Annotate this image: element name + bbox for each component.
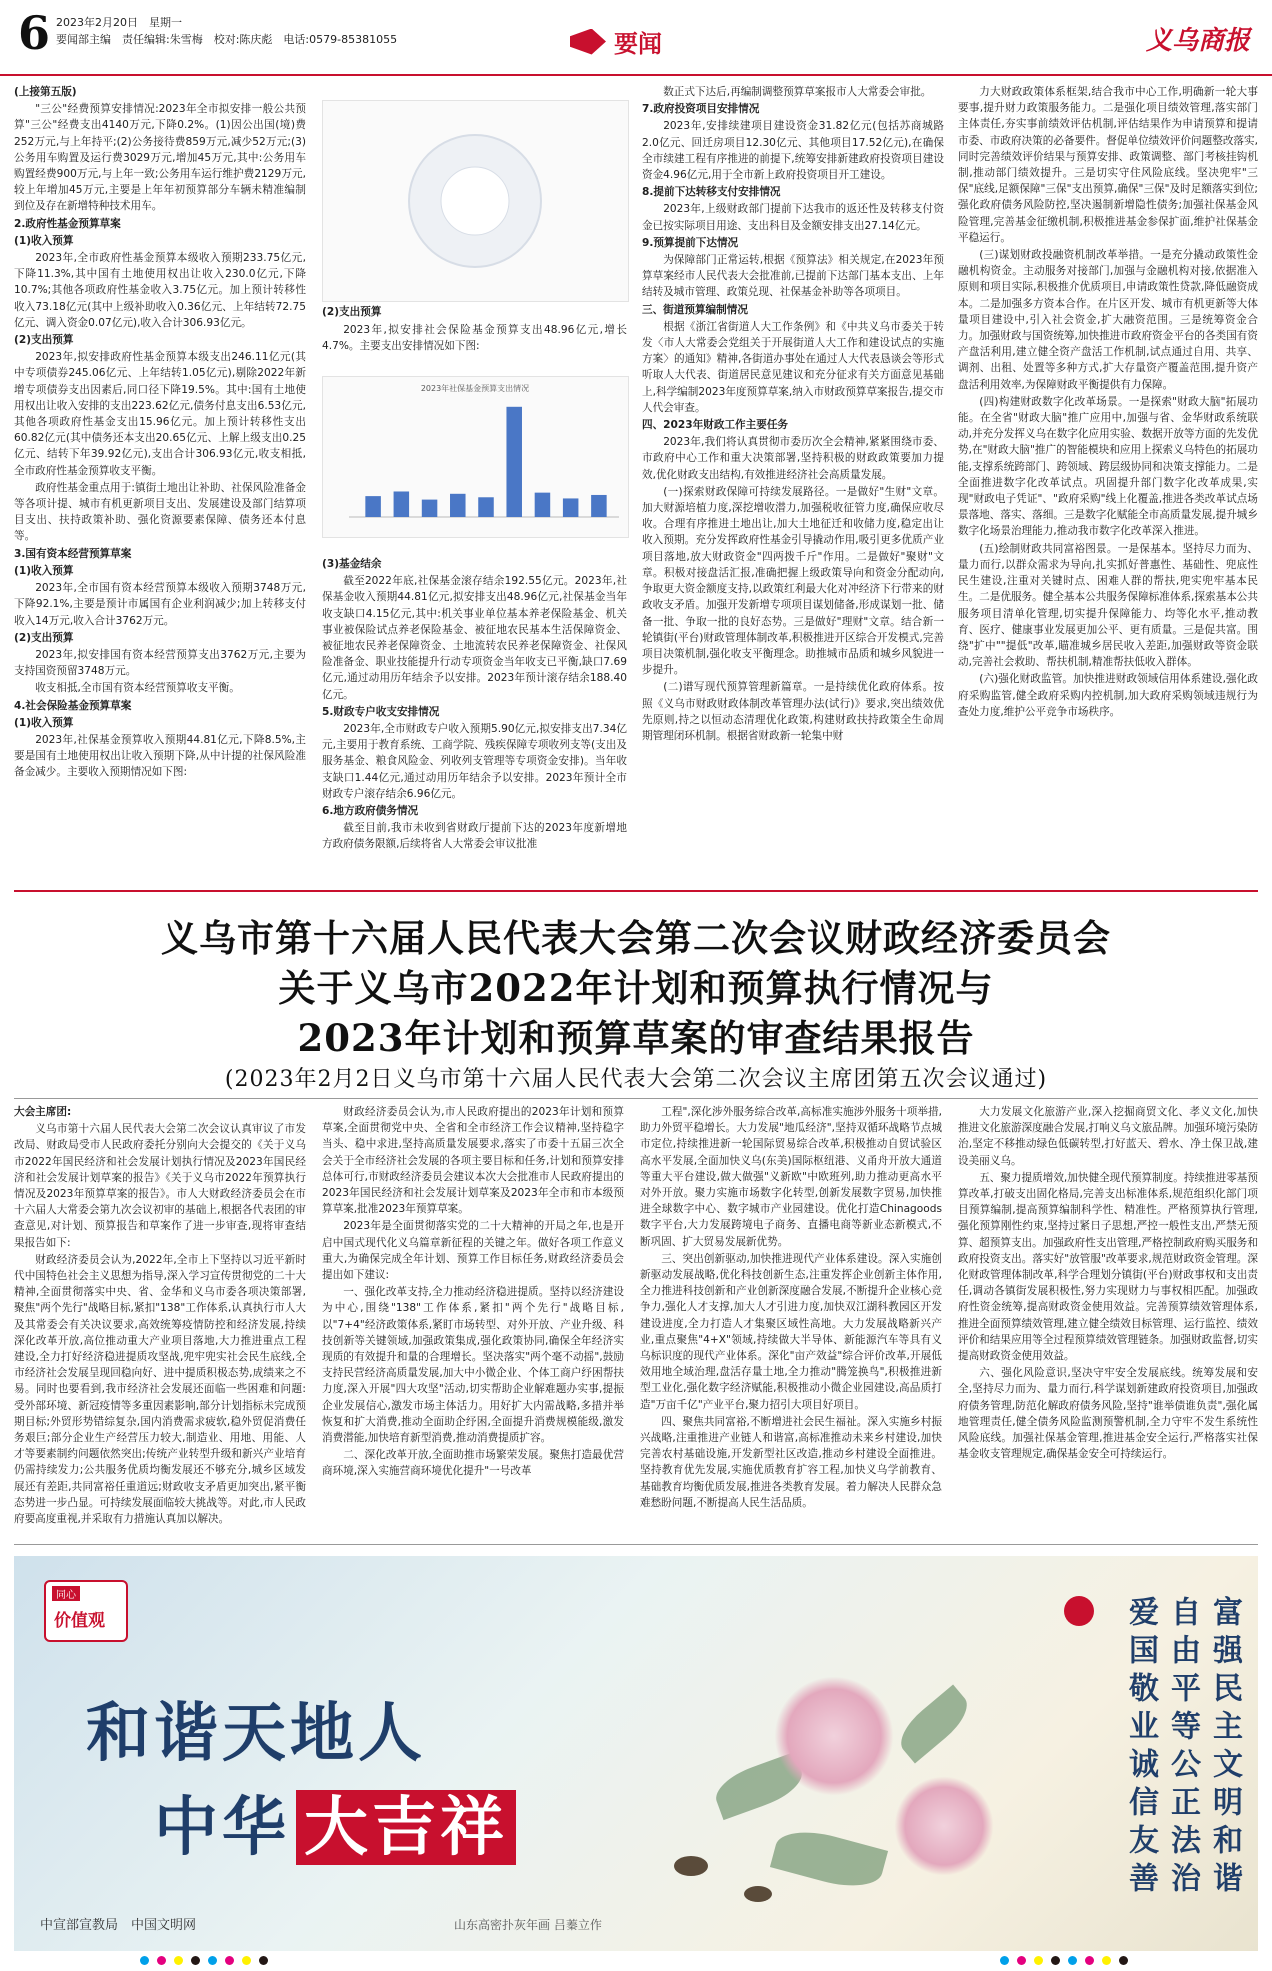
- section-arrow-icon: [570, 29, 606, 55]
- title-rule: [14, 1098, 1258, 1099]
- section-label: [570, 24, 662, 59]
- paragraph: (一)探索财政保障可持续发展路径。一是做好"生财"文章。加大财源培植力度,深挖增收潜力,加强税收征管力度,确保应收尽收。合理有序推进土地出让,加大土地征迁和收储力度,稳定出让收入预期。充分发挥政府性基金引导撬动作用,吸引更多优质产业项目落地,放大财政资金"四两拨千斤"作用。二是做好"聚财"文章。积极对接盘活汇报,准确把握上级政策导向和资金分配动向,争取更大资金额度支持,以政策红利最大化对冲经济下行带来的财政收支矛盾。加强开发新增专项项目谋划储备,形成谋划一批、储备一批、争取一批的良好态势。三是做好"理财"文章。结合新一轮镇街(平台)财政管理体制改革,积极推进开区综合开发模式,完善项目决策机制,强化收支平衡理念。助推城市品质和城乡风貌进一步提升。: [642, 485, 944, 677]
- paragraph: 财政经济委员会认为,2022年,全市上下坚持以习近平新时代中国特色社会主义思想为指导,深入学习宣传贯彻党的二十大精神,全面贯彻落实中央、省、金华和义乌市委各项决策部署,聚焦"两个先行"战略目标,紧扣"138"工作体系,认真执行市人大及其常委会有关决议要求,高效统筹疫情防控和经济发展,持续深化改革开放,高位推动重大产业项目落地,大力推进重点工程建设,全力打好经济稳进提质攻坚战,兜牢兜实社会民生底线,全市经济社会发展呈现回稳向好、进中提质积极态势,成绩来之不易。同时也要看到,我市经济社会发展还面临一些困难和问题:受外部环境、新冠疫情等多重因素影响,部分计划指标未完成预期目标;外贸形势错综复杂,国内消费需求疲软,稳外贸促消费任务艰巨;部分企业生产经营压力较大,制造业、用地、用能、人才等要素制约问题依然突出;传统产业转型升级和新兴产业培育仍需持续发力;公共服务优质均衡发展还不够充分,城乡区域发展还有差距,共同富裕任重道远;财政收支矛盾更加突出,紧平衡态势进一步凸显。可持续发展面临较大挑战等。对此,市人民政府要高度重视,并采取有力措施认真加以解决。: [14, 1253, 306, 1526]
- paragraph: 四、聚焦共同富裕,不断增进社会民生福祉。深入实施乡村振兴战略,注重推进产业链人和谐富,高标准推动未来乡村建设,加快完善农村基础设施,开发新型社区改造,推动乡村建设全面推进。坚持教育优先发展,实施优质教育扩容工程,加快义乌学前教育、基础教育均衡优质发展,推进各类教育发展。着力解决人民群众急难愁盼问题,不断提高人民生活品质。: [640, 1415, 942, 1509]
- ad-slogan-part-a: 中华: [154, 1790, 290, 1865]
- chart-bar: [563, 498, 579, 517]
- paragraph: 大力发展文化旅游产业,深入挖掘商贸文化、孝义文化,加快推进文化旅游深度融合发展,打响义乌文旅品牌。加强环境污染防治,坚定不移推动绿色低碳转型,打好蓝天、碧水、净土保卫战,建设美丽义乌。: [958, 1106, 1258, 1167]
- leaf-decoration: [892, 1684, 976, 1763]
- paragraph: 五、聚力提质增效,加快健全现代预算制度。持续推进零基预算改革,打破支出固化格局,完善支出标准体系,规范组织化部门项目预算编制,提高预算编制科学性、精准性。严格预算执行管理,强化预算刚性约束,坚持过紧日子思想,严控一般性支出,严禁无预算、超预算支出。加强政府性支出管理,严格控制政府购买服务和政府投资支出。落实好"放管服"改革要求,规范财政资金管理。深化财政管理体制改革,科学合理划分镇街(平台)财政事权和支出责任,调动各镇街发展积极性,努力实现财力与事权相匹配。加强政府性资金统筹,提高财政资金使用效益。完善预算绩效管理体系,推进全面预算绩效管理,建立健全绩效目标管理、运行监控、绩效评价和结果应用等全过程预算绩效管理链条。加强财政监督,切实提高财政资金使用效益。: [958, 1171, 1258, 1363]
- expenditure-section-heading: (2)支出预算: [322, 306, 382, 318]
- paragraph: 四、2023年财政工作主要任务: [642, 419, 789, 432]
- ad-slogan-highlight: 大吉祥: [296, 1790, 516, 1865]
- public-service-ad: [14, 1556, 1258, 1951]
- section-divider: [14, 890, 1258, 892]
- core-values-col-2: 自由平等公正法治: [1165, 1596, 1200, 1900]
- paragraph: 2023年是全面贯彻落实党的二十大精神的开局之年,也是开启中国式现代化义乌篇章新征程的关键之年。做好各项工作意义重大,为确保完成全年计划、预算工作目标任务,财政经济委员会提出如下建议:: [322, 1220, 624, 1282]
- paragraph: 截至2022年底,社保基金滚存结余192.55亿元。2023年,社保基金收入预期44.81亿元,拟安排支出48.96亿元,社保基金当年收支缺口4.15亿元,其中:机关事业单位基本养老保险基金、机关事业被保险试点养老保险基金、被征地农民基本生活保障资金、被征地农民养老保障资金、土地流转农民养老保障资金、社保风险准备金、职业技能提升行动专项资金当年收支已平衡,缺口7.69亿元,通过动用历年结余予以安排。2023年预计滚存结余188.40亿元。: [322, 575, 627, 701]
- page-number: 6: [18, 6, 51, 60]
- section-title: 要闻: [614, 29, 662, 58]
- chart-bar: [365, 496, 381, 517]
- peony-decoration: [894, 1776, 994, 1876]
- paragraph: 5.财政专户收支安排情况: [322, 705, 440, 718]
- paragraph: 2023年,上级财政部门提前下达我市的返还性及转移支付资金已按实际项目用途、支出科目及金额安排支出27.14亿元。: [642, 203, 944, 232]
- paragraph: 财政经济委员会认为,市人民政府提出的2023年计划和预算草案,全面贯彻党中央、全省和全市经济工作会议精神,坚持稳字当头、稳中求进,坚持高质量发展要求,落实了市委十五届三次全会关于全市经济社会发展的各项主要目标和任务,计划和预算安排总体可行,市财政经济委员会建议本次大会批准市人民政府提出的2023年国民经济和社会发展计划草案及2023年全市和市本级预算草案,批准2023年预算草案。: [322, 1106, 624, 1216]
- core-values-col-3: 爱国敬业诚信友善: [1123, 1596, 1158, 1900]
- ad-slogan-line-1: 和谐天地人: [86, 1696, 426, 1771]
- paragraph: 截至目前,我市未收到省财政厅提前下达的2023年度新增地方政府债务限额,后续将省人大常委会审议批准: [322, 822, 627, 851]
- chart-bar: [506, 407, 522, 517]
- paragraph: 三、街道预算编制情况: [642, 303, 748, 316]
- leaf-decoration: [770, 1823, 888, 1896]
- social-insurance-expenditure-chart: [322, 376, 629, 538]
- paragraph: 4.社会保险基金预算草案: [14, 699, 132, 712]
- ad-slogan-line-2: [154, 1776, 516, 1868]
- report-column-1: [14, 1104, 306, 1538]
- article-column-2a: [322, 322, 627, 372]
- paragraph: 政府性基金重点用于:镇街土地出让补助、社保风险准备金等各项计提、城市有机更新项目支出、发展建设及部门结算项目支出、扶持政策补助、强化资源要素保障、债务还本付息等。: [14, 481, 306, 543]
- article-column-1: [14, 84, 306, 884]
- color-registration-dots-right: [1000, 1956, 1136, 1965]
- peony-decoration: [774, 1676, 894, 1796]
- chart-bar: [591, 495, 607, 517]
- paragraph: 收支相抵,全市国有资本经营预算收支平衡。: [35, 682, 240, 695]
- chart-bar: [535, 493, 551, 517]
- paragraph: (二)谱写现代预算管理新篇章。一是持续优化政府体系。按照《义乌市财政财政体制改革管理办法(试行)》要求,突出绩效优先原则,持之以恒动态清理优化政策,构建财政扶持政策全生命周期管理闭环机制。根据省财政新一轮集中财: [642, 681, 944, 742]
- report-title-line-1: 义乌市第十六届人民代表大会第二次会议财政经济委员会: [161, 916, 1111, 960]
- paragraph: 6.地方政府债务情况: [322, 805, 419, 818]
- paragraph: 2.政府性基金预算草案: [14, 217, 121, 230]
- paragraph: (1)收入预算: [14, 234, 74, 247]
- paragraph: (2)支出预算: [14, 334, 74, 347]
- paragraph: 根据《浙江省街道人大工作条例》和《中共义乌市委关于转发〈市人大常委会党组关于开展街道人大工作和建设试点的实施方案〉的通知》精神,各街道办事处在通过人大代表恳谈会等形式听取人大代表、街道居民意见建议和充分征求有关方面意见基础上,科学编制2023年度预算草案,纳入市财政预算草案报告,提交市人代会审查。: [642, 320, 944, 414]
- badge-top-label: 同心: [52, 1586, 80, 1601]
- paragraph: 工程",深化涉外服务综合改革,高标准实施涉外服务十项举措,助力外贸平稳增长。大力发展"地瓜经济",坚持双循环战略节点城市定位,持续推进新一轮国际贸易综合改革,积极推动自贸试验区高水平发展,全面加快义乌(东美)国际枢纽港、义甬舟开放大通道等重大平台建设,做大做强"义新欧"中欧班列,助力推动更高水平对外开放。聚力实施市场数字化转型,创新发展数字贸易,加快推进全球数字中心、数字城市产业园建设。优化打造Chinagoods数字平台,大力发展跨境电子商务、直播电商等新业态新模式,不断巩固、扩大贸易发展新优势。: [640, 1106, 942, 1248]
- color-registration-dots-left: [140, 1956, 276, 1965]
- paragraph: 2023年,全市国有资本经营预算本级收入预期3748万元,下降92.1%,主要是预计市属国有企业利润减少;加上转移支付收入14万元,收入合计3762万元。: [14, 582, 306, 627]
- paragraph: "三公"经费预算安排情况:2023年全市拟安排一般公共预算"三公"经费支出4140万元,下降0.2%。(1)因公出国(境)费252万元,与上年持平;(2)公务接待费859万元,减少52万元;(3)公务用车购置及运行费3029万元,增加45万元,其中:公务用车购置经费900万元,与上年一致;公务用车运行维护费2129万元,较上年增加45万元,主要是上年年初预算部分车辆未精准编制到位及存在新增特种技术用车。: [14, 103, 306, 213]
- ad-sponsor: 中宣部宣教局 中国文明网: [40, 1918, 197, 1933]
- paragraph: 2023年,拟安排国有资本经营预算支出3762万元,主要为支持国资预留3748万元。: [14, 648, 306, 678]
- paragraph: 3.国有资本经营预算草案: [14, 547, 132, 560]
- paragraph: 义乌市第十六届人民代表大会第二次会议认真审议了市发改局、财政局受市人民政府委托分别向大会提交的《关于义乌市2022年国民经济和社会发展计划执行情况及2023年国民经济和社会发展计划草案的报告》《关于义乌市2022年预算执行情况及2023年预算草案的报告》。市人大财政经济委员会在市十六届人大常委会第九次会议初审的基础上,根据各代表团的审查意见,对计划、预算报告和草案作了进一步审查,现将审查结果报告如下:: [14, 1123, 306, 1249]
- paragraph: 大会主席团:: [14, 1106, 72, 1118]
- ad-badge: [44, 1580, 128, 1642]
- chart-title: 2023年社保基金预算支出情况: [420, 384, 530, 393]
- paragraph: (上接第五版): [14, 86, 77, 98]
- paragraph: 7.政府投资项目安排情况: [642, 103, 760, 116]
- paragraph: (2)支出预算: [14, 631, 74, 644]
- paragraph: 六、强化风险意识,坚决守牢安全发展底线。统筹发展和安全,坚持尽力而为、量力而行,科学谋划新建政府投资项目,加强政府债务管理,防范化解政府债务风险,坚持"谁举债谁负责",强化属地管理责任,健全债务风险监测预警机制,全力守牢不发生系统性风险底线。加强社保基金管理,推进基金安全运行,严格落实社保基金收支管理规定,确保基金安全可持续运行。: [958, 1367, 1258, 1461]
- social-insurance-income-chart: [322, 100, 629, 302]
- ad-artist-credit: 山东高密扑灰年画 吕蓁立作: [454, 1918, 602, 1932]
- paragraph: 2023年,安排续建项目建设资金31.82亿元(包括苏商城路2.0亿元、回迁房项目12.30亿元、其他项目17.52亿元),在确保全市续建工程有序推进的前提下,统筹安排新建政府投资项目建设资金4.96亿元,用于全市新上政府投资项目开工建设。: [642, 120, 944, 182]
- paragraph: 2023年,我们将认真贯彻市委历次全会精神,紧紧围绕市委、市政府中心工作和重大决策部署,坚持积极的财政政策要加力提效,优化财政支出结构,有效推进经济社会高质量发展。: [642, 436, 944, 481]
- chart-bar: [422, 500, 438, 517]
- paragraph: 2023年,社保基金预算收入预期44.81亿元,下降8.5%,主要是国有土地使用权出让收入预期下降,从中计提的社保风险准备金减少。主要收入预期情况如下图:: [14, 733, 306, 779]
- bird-decoration: [744, 1886, 772, 1902]
- paragraph: 三、突出创新驱动,加快推进现代产业体系建设。深入实施创新驱动发展战略,优化科技创新生态,注重发挥企业创新主体作用,全力推进科技创新和产业创新深度融合发展,不断提升企业核心竞争力,强化人才支撑,加大人才引进力度,加快双江湖科教园区开发建设进度,全力打造人才集聚区域性高地。大力发展战略新兴产业,重点聚焦"4+X"领域,持续做大半导体、新能源汽车等具有义乌标识度的现代产业体系。深化"亩产效益"综合评价改革,开展低效用地全域治理,盘活存量土地,全力推动"腾笼换鸟",积极推进新型工业化,强化数字经济赋能,积极推动小微企业园建设,高品质打造"万亩千亿"产业平台,聚力招引大项目好项目。: [640, 1252, 942, 1411]
- red-seal-icon: [1064, 1596, 1094, 1626]
- paragraph: 一、强化改革支持,全力推动经济稳进提质。坚持以经济建设为中心,围绕"138"工作体系,紧扣"两个先行"战略目标,以"7+4"经济政策体系,紧盯市场转型、对外开放、产业升级、科技创新等关键领域,加强政策集成,强化政策协同,确保全年经济实现质的有效提升和量的合理增长。坚决落实"两个毫不动摇",鼓励支持民营经济高质量发展,加大中小微企业、个体工商户纾困帮扶力度,深入开展"四大攻坚"活动,切实帮助企业解难题办实事,提振企业发展信心,激发市场主体活力。用好扩大内需战略,多措并举恢复和扩大消费,推动全面助企纾困,全面提升消费规模能级,激发消费潜能,加快培育新型消费,推动消费提质扩容。: [322, 1286, 624, 1445]
- ad-rule: [14, 1544, 1258, 1545]
- paragraph: 2023年,拟安排社会保险基金预算支出48.96亿元,增长4.7%。主要支出安排情况如下图:: [322, 324, 627, 353]
- issue-date: 2023年2月20日 星期一: [56, 16, 182, 29]
- article-column-3: [642, 84, 944, 884]
- paragraph: (1)收入预算: [14, 716, 74, 729]
- article-column-4: [958, 84, 1258, 884]
- report-title-line-3: 2023年计划和预算草案的审查结果报告: [297, 1016, 975, 1060]
- paragraph: 二、深化改革开放,全面助推市场繁荣发展。聚焦打造最优营商环境,深入实施营商环境优化提升"一号改革: [322, 1449, 624, 1478]
- paragraph: 为保障部门正常运转,根据《预算法》相关规定,在2023年预算草案经市人民代表大会批准前,已提前下达部门基本支出、上年结转及城市管理、政策兑现、社保基金补助等各项项目。: [642, 254, 944, 299]
- core-values-col-1: 富强民主文明和谐: [1207, 1596, 1242, 1900]
- paragraph: 8.提前下达转移支付安排情况: [642, 186, 781, 199]
- bird-decoration: [674, 1856, 708, 1876]
- chart-bar: [450, 494, 466, 517]
- paragraph: (1)收入预算: [14, 564, 74, 577]
- newspaper-masthead: 义乌商报: [1145, 26, 1250, 56]
- paragraph: (3)基金结余: [322, 558, 382, 570]
- report-column-4: [958, 1104, 1258, 1538]
- paragraph: 2023年,全市财政专户收入预期5.90亿元,拟安排支出7.34亿元,主要用于教育系统、工商学院、残疾保障专项收列支等(支出及服务基金、粮食风险金、列收列支管理等专项资金安排)。当年收支缺口1.44亿元,通过动用历年结余予以安排。2023年预计全市财政专户滚存结余6.96亿元。: [322, 723, 627, 800]
- page-header: [0, 0, 1272, 76]
- report-subtitle: (2023年2月2日义乌市第十六届人民代表大会第二次会议主席团第五次会议通过): [224, 1067, 1048, 1092]
- article-column-2b: [322, 556, 627, 884]
- paragraph: (五)绘制财政共同富裕图景。一是保基本。坚持尽力而为、量力而行,以群众需求为导向,扎实抓好普惠性、基础性、兜底性民生建设,注重对关键时点、困难人群的帮扶,兜实兜牢基本民生。二是优服务。健全基本公共服务保障标准体系,探索基本公共服务项目清单化管理,切实提升保障能力、均等化水平,推动教育、医疗、健康事业发展更加公平、更有质量。三是促共富。围绕"扩中""提低"改革,瞄准城乡居民收入差距,加强财政等资金联动,完善社会救助、帮扶机制,精准帮扶低收入群体。: [958, 542, 1258, 669]
- paragraph: 数正式下达后,再编制调整预算草案报市人大常委会审批。: [663, 86, 932, 98]
- paragraph: (三)谋划财政投融资机制改革举措。一是充分撬动政策性金融机构资金。主动服务对接部门,加强与金融机构对接,依据准入原则和项目实际,积极推介优质项目,申请政策性贷款,降低融资成本。二是加强多方资本合作。在片区开发、城市有机更新等大体量项目建设中,引入社会资金,扩大融资范围。三是统筹资金合力。加强财政与国资统筹,加快推进市政府资金平台的各类国有资产盘活利用,建立健全资产盘活工作机制,试点通过自用、共享、调剂、出租、处置等多种方式,扩大存量资产覆盖范围,提升资产盘活利用效率,为保障财政平衡提供有力保障。: [958, 249, 1258, 391]
- paragraph: 2023年,拟安排政府性基金预算本级支出246.11亿元(其中专项债券245.06亿元、上年结转1.05亿元),剔除2022年新增专项债券支出因素后,同口径下降19.5%。其中:国有土地使用权出让收入安排的支出223.62亿元,债务付息支出6.53亿元,其他各项政府性基金支出15.96亿元。加上预计转移性支出60.82亿元(其中债务还本支出20.65亿元、上解上级支出0.25亿元、结转下年39.92亿元),支出合计306.93亿元,收支相抵,全市政府性基金预算收支平衡。: [14, 351, 306, 477]
- report-title-line-2: 关于义乌市2022年计划和预算执行情况与: [278, 966, 994, 1010]
- chart-bar: [394, 491, 410, 517]
- paragraph: (六)强化财政监管。加快推进财政领域信用体系建设,强化政府采购监管,健全政府采购内控机制,加大政府采购领域违规行为查处力度,维护公平竞争市场秩序。: [958, 673, 1258, 718]
- editors-line: 要闻部主编 责任编辑:朱雪梅 校对:陈庆彪 电话:0579-85381055: [56, 33, 398, 46]
- paragraph: 2023年,全市政府性基金预算本级收入预期233.75亿元,下降11.3%,其中国有土地使用权出让收入230.0亿元,下降10.7%;其他各项政府性基金收入3.75亿元。加上预计转移性收入73.18亿元(其中上级补助收入0.36亿元、上年结转72.75亿元、调入资金0.07亿元),收入合计306.93亿元。: [14, 252, 306, 329]
- report-column-3: [640, 1104, 942, 1538]
- chart-placeholder-ring: [409, 135, 541, 267]
- report-column-2: [322, 1104, 624, 1538]
- paragraph: 9.预算提前下达情况: [642, 236, 739, 249]
- paragraph: 力大财政政策体系框架,结合我市中心工作,明确新一轮大事要事,提升财力政策服务能力。二是强化项目绩效管理,落实部门主体责任,夯实事前绩效评估机制,评估结果作为申请预算和提请市委、市政府决策的必备要件。督促单位绩效评价问题整改落实,同时完善绩效评价结果与预算安排、政策调整、部门考核挂钩机制,推动部门绩效提升。三是切实守住风险底线。坚决兜牢"三保"底线,足额保障"三保"支出预算,确保"三保"及时足额落实到位;强化政府债务风险防控,坚决遏制新增隐性债务;加强社保基金风险管理,完善基金征缴机制,积极推进基金参保扩面,维护社保基金平稳运行。: [958, 86, 1258, 244]
- chart-bar: [478, 497, 494, 517]
- paragraph: (四)构建财政数字化改革场景。一是探索"财政大脑"拓展功能。在全省"财政大脑"推广应用中,加强与省、金华财政系统联动,并充分发挥义乌在数字化应用实验、数据开放等方面的先发优势,在"财政大脑"推广的智能模块和应用上探索义乌特色的拓展功能,支撑系统跨部门、跨领域、跨层级协同和决策支撑能力。二是全面推进数字化改革试点。巩固提升部门数字化改革成果,实现"财政电子凭证"、"政府采购"线上化覆盖,推进各类改革试点场景落地、落实、落细。三是数字化赋能全市高质量发展,提升城乡数字化场景治理能力,推动我市数字化改革深入推进。: [958, 395, 1258, 538]
- badge-bottom-label: 价值观: [54, 1611, 105, 1631]
- header-meta: [56, 14, 397, 48]
